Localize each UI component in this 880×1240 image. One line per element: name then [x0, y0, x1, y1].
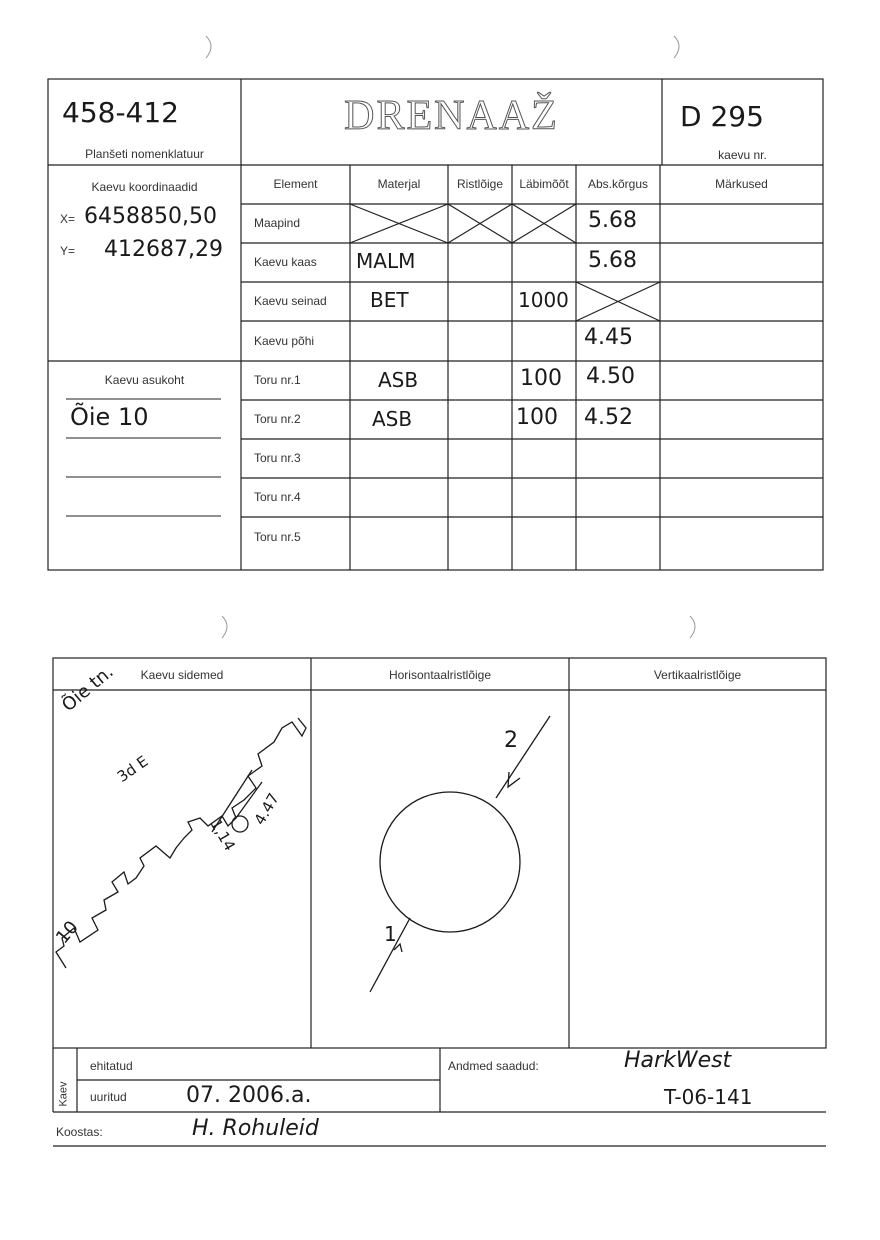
surveyed-label: uuritud — [90, 1090, 127, 1104]
y-prefix: Y= — [60, 244, 76, 258]
cell-material: ASB — [372, 407, 413, 431]
cell-abs-height: 4.52 — [584, 405, 633, 430]
sketch-house-label: 3d E — [113, 752, 152, 786]
data-received-code: T-06-141 — [664, 1085, 753, 1109]
well-number-value: D 295 — [680, 100, 764, 133]
sketch-street-name: Õie tn. — [58, 661, 118, 717]
compiled-by-value: H. Rohuleid — [192, 1116, 319, 1141]
row-element-label: Maapind — [254, 216, 301, 230]
cell-abs-height: 5.68 — [588, 208, 637, 233]
cell-material: ASB — [378, 368, 419, 392]
coordinates-label: Kaevu koordinaadid — [91, 180, 198, 194]
sketch-well-height: 4.47 — [250, 790, 283, 828]
row-element-label: Toru nr.5 — [254, 530, 301, 544]
row-element-label: Toru nr.4 — [254, 490, 301, 504]
sketch-pipe-label: 1,14 — [206, 816, 239, 854]
header-element: Element — [273, 177, 318, 191]
row-element-label: Kaevu seinad — [254, 294, 327, 308]
row-element-label: Toru nr.1 — [254, 373, 301, 387]
cell-material: BET — [370, 288, 409, 312]
header-notes: Märkused — [715, 177, 768, 191]
horizontal-section-label: Horisontaalristlõige — [388, 668, 492, 682]
well-number-label: kaevu nr. — [718, 148, 767, 162]
row-element-label: Kaevu põhi — [254, 334, 315, 348]
row-element-label: Kaevu kaas — [254, 255, 317, 269]
cell-abs-height: 5.68 — [588, 248, 637, 273]
header-abs-height: Abs.kõrgus — [587, 177, 649, 191]
built-label: ehitatud — [90, 1059, 133, 1073]
header-material: Materjal — [377, 177, 421, 191]
x-coordinate-value: 6458850,50 — [84, 204, 217, 229]
row-element-label: Toru nr.3 — [254, 451, 301, 465]
cell-abs-height: 4.45 — [584, 325, 633, 350]
location-value: Õie 10 — [70, 403, 149, 431]
x-prefix: X= — [60, 212, 76, 226]
cell-diameter: 100 — [520, 366, 562, 391]
plan-nomenclature-label: Planšeti nomenklatuur — [85, 147, 204, 161]
y-coordinate-value: 412687,29 — [104, 237, 223, 262]
plan-nomenclature-value: 458-412 — [62, 96, 179, 129]
surveyed-date-value: 07. 2006.a. — [186, 1083, 312, 1108]
pipe-1-label: 1 — [384, 922, 397, 946]
cell-material: MALM — [356, 249, 416, 273]
vertical-section-label: Vertikaalristlõige — [653, 668, 742, 682]
header-section: Ristlõige — [456, 177, 504, 191]
compiled-label: Koostas: — [56, 1125, 103, 1139]
cell-diameter: 100 — [516, 405, 558, 430]
data-received-signature: HarkWest — [624, 1048, 732, 1073]
location-label: Kaevu asukoht — [104, 373, 185, 387]
connections-label: Kaevu sidemed — [140, 668, 224, 682]
header-diameter: Läbimõõt — [519, 177, 569, 191]
data-received-label: Andmed saadud: — [448, 1059, 539, 1073]
cell-abs-height: 4.50 — [586, 364, 635, 389]
sketch-number-left: 10 — [52, 916, 83, 949]
row-element-label: Toru nr.2 — [254, 412, 301, 426]
pipe-2-label: 2 — [504, 728, 518, 753]
page-title: DRENAAŽ — [344, 93, 559, 139]
kaev-label: Kaev — [57, 1081, 70, 1107]
cell-diameter: 1000 — [518, 288, 569, 312]
